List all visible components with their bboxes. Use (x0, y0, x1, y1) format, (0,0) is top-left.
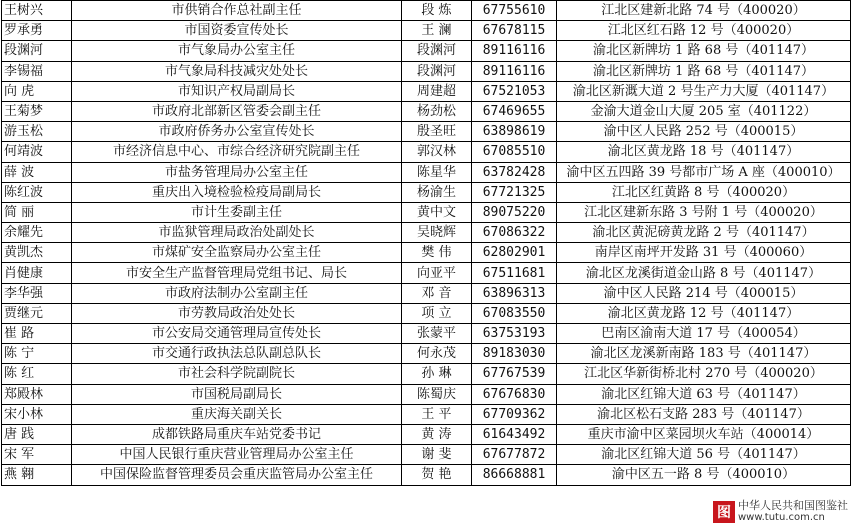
watermark-text (738, 500, 848, 524)
phone-cell[interactable]: 67511681 (472, 263, 557, 283)
name-cell[interactable]: 宋 军 (2, 445, 72, 465)
contact-cell[interactable]: 樊 伟 (402, 243, 472, 263)
phone-cell[interactable]: 89183030 (472, 344, 557, 364)
name-cell[interactable]: 崔 路 (2, 324, 72, 344)
address-cell[interactable]: 金渝大道金山大厦 205 室（401122） (557, 101, 851, 121)
address-cell[interactable]: 渝北区新牌坊 1 路 68 号（401147） (557, 61, 851, 81)
phone-cell[interactable]: 67677872 (472, 445, 557, 465)
title-cell[interactable]: 市安全生产监督管理局党组书记、局长 (72, 263, 402, 283)
phone-cell[interactable]: 67521053 (472, 81, 557, 101)
table-row (2, 162, 851, 182)
table-row (2, 182, 851, 202)
title-cell[interactable]: 市政府法制办公室副主任 (72, 283, 402, 303)
phone-cell[interactable]: 86668881 (472, 465, 557, 485)
title-cell[interactable]: 市社会科学院副院长 (72, 364, 402, 384)
phone-cell[interactable]: 67755610 (472, 1, 557, 21)
phone-cell[interactable]: 67085510 (472, 142, 557, 162)
table-row (2, 465, 851, 485)
name-cell[interactable]: 余耀先 (2, 223, 72, 243)
name-cell[interactable]: 宋小林 (2, 404, 72, 424)
table-row (2, 223, 851, 243)
title-cell[interactable]: 市国税局副局长 (72, 384, 402, 404)
title-cell[interactable]: 成都铁路局重庆车站党委书记 (72, 424, 402, 444)
address-cell[interactable]: 渝北区红锦大道 56 号（401147） (557, 445, 851, 465)
address-cell[interactable]: 渝北区黄龙路 18 号（401147） (557, 142, 851, 162)
title-cell[interactable]: 市计生委副主任 (72, 202, 402, 222)
table-row (2, 303, 851, 323)
title-cell[interactable]: 市气象局办公室主任 (72, 41, 402, 61)
table-row (2, 344, 851, 364)
name-cell[interactable]: 李锡福 (2, 61, 72, 81)
table-row (2, 424, 851, 444)
address-cell[interactable]: 渝中区人民路 214 号（400015） (557, 283, 851, 303)
table-row (2, 142, 851, 162)
title-cell[interactable]: 市交通行政执法总队副总队长 (72, 344, 402, 364)
name-cell[interactable]: 段渊河 (2, 41, 72, 61)
table-row (2, 324, 851, 344)
table-row (2, 101, 851, 121)
title-cell[interactable]: 市政府侨务办公室宣传处长 (72, 122, 402, 142)
table-row (2, 384, 851, 404)
name-cell[interactable]: 陈 红 (2, 364, 72, 384)
phone-cell[interactable]: 63782428 (472, 162, 557, 182)
address-cell[interactable]: 渝北区龙溪新南路 183 号（401147） (557, 344, 851, 364)
contact-cell[interactable]: 王 平 (402, 404, 472, 424)
table-row (2, 81, 851, 101)
table-row (2, 283, 851, 303)
table-row (2, 61, 851, 81)
table-row (2, 404, 851, 424)
phone-cell[interactable]: 89116116 (472, 61, 557, 81)
address-cell[interactable]: 渝中区五四路 39 号都市广场 A 座（400010） (557, 162, 851, 182)
phone-cell[interactable]: 67678115 (472, 21, 557, 41)
phone-cell[interactable]: 63896313 (472, 283, 557, 303)
title-cell[interactable]: 市公安局交通管理局宣传处长 (72, 324, 402, 344)
contact-cell[interactable]: 贺 艳 (402, 465, 472, 485)
name-cell[interactable]: 王树兴 (2, 1, 72, 21)
table-row (2, 364, 851, 384)
name-cell[interactable]: 陈 宁 (2, 344, 72, 364)
address-cell[interactable]: 渝北区新溉大道 2 号生产力大厦（401147） (557, 81, 851, 101)
contact-cell[interactable]: 谢 斐 (402, 445, 472, 465)
phone-cell[interactable]: 67676830 (472, 384, 557, 404)
contact-cell[interactable]: 项 立 (402, 303, 472, 323)
name-cell[interactable]: 燕 翱 (2, 465, 72, 485)
phone-cell[interactable]: 67083550 (472, 303, 557, 323)
contact-cell[interactable]: 殷圣旺 (402, 122, 472, 142)
title-cell[interactable]: 重庆出入境检验检疫局副局长 (72, 182, 402, 202)
address-cell[interactable]: 渝北区新牌坊 1 路 68 号（401147） (557, 41, 851, 61)
contact-cell[interactable]: 吴晓辉 (402, 223, 472, 243)
title-cell[interactable]: 中国保险监督管理委员会重庆监管局办公室主任 (72, 465, 402, 485)
title-cell[interactable]: 市劳教局政治处处长 (72, 303, 402, 323)
title-cell[interactable]: 市国资委宣传处长 (72, 21, 402, 41)
address-cell[interactable]: 渝北区黄龙路 12 号（401147） (557, 303, 851, 323)
address-cell[interactable]: 渝北区黄泥磅黄龙路 2 号（401147） (557, 223, 851, 243)
phone-cell[interactable]: 89116116 (472, 41, 557, 61)
title-cell[interactable]: 市供销合作总社副主任 (72, 1, 402, 21)
contact-cell[interactable]: 黄 涛 (402, 424, 472, 444)
name-cell[interactable]: 何靖波 (2, 142, 72, 162)
contact-cell[interactable]: 王 澜 (402, 21, 472, 41)
phone-cell[interactable]: 61643492 (472, 424, 557, 444)
phone-cell[interactable]: 63753193 (472, 324, 557, 344)
address-cell[interactable]: 重庆市渝中区菜园坝火车站（400014） (557, 424, 851, 444)
name-cell[interactable]: 肖健康 (2, 263, 72, 283)
watermark-name: 中华人民共和国图鉴社 (738, 499, 848, 512)
table-row (2, 21, 851, 41)
name-cell[interactable]: 简 丽 (2, 202, 72, 222)
contact-cell[interactable]: 陈星华 (402, 162, 472, 182)
name-cell[interactable]: 陈红波 (2, 182, 72, 202)
address-cell[interactable]: 渝北区龙溪街道金山路 8 号（401147） (557, 263, 851, 283)
name-cell[interactable]: 薛 波 (2, 162, 72, 182)
name-cell[interactable]: 黄凯杰 (2, 243, 72, 263)
title-cell[interactable]: 市监狱管理局政治处副处长 (72, 223, 402, 243)
phone-cell[interactable]: 67469655 (472, 101, 557, 121)
contact-table (1, 0, 851, 486)
contact-cell[interactable]: 黄中文 (402, 202, 472, 222)
title-cell[interactable]: 市知识产权局副局长 (72, 81, 402, 101)
contact-cell[interactable]: 邓 音 (402, 283, 472, 303)
phone-cell[interactable]: 67767539 (472, 364, 557, 384)
title-cell[interactable]: 市政府北部新区管委会副主任 (72, 101, 402, 121)
contact-cell[interactable]: 周建超 (402, 81, 472, 101)
name-cell[interactable]: 唐 践 (2, 424, 72, 444)
phone-cell[interactable]: 67709362 (472, 404, 557, 424)
contact-cell[interactable]: 陈蜀庆 (402, 384, 472, 404)
phone-cell[interactable]: 63898619 (472, 122, 557, 142)
table-row (2, 41, 851, 61)
title-cell[interactable]: 市煤矿安全监察局办公室主任 (72, 243, 402, 263)
phone-cell[interactable]: 89075220 (472, 202, 557, 222)
watermark (711, 499, 850, 525)
name-cell[interactable]: 郑殿林 (2, 384, 72, 404)
address-cell[interactable]: 江北区红石路 12 号（400020） (557, 21, 851, 41)
address-cell[interactable]: 渝北区红锦大道 63 号（401147） (557, 384, 851, 404)
address-cell[interactable]: 江北区华新街桥北村 270 号（400020） (557, 364, 851, 384)
address-cell[interactable]: 江北区红黄路 8 号（400020） (557, 182, 851, 202)
table-body (2, 1, 851, 486)
address-cell[interactable]: 南岸区南坪开发路 31 号（400060） (557, 243, 851, 263)
address-cell[interactable]: 渝中区五一路 8 号（400010） (557, 465, 851, 485)
contact-cell[interactable]: 段 炼 (402, 1, 472, 21)
contact-cell[interactable]: 向亚平 (402, 263, 472, 283)
title-cell[interactable]: 市盐务管理局办公室主任 (72, 162, 402, 182)
title-cell[interactable]: 市经济信息中心、市综合经济研究院副主任 (72, 142, 402, 162)
table-row (2, 122, 851, 142)
name-cell[interactable]: 王菊梦 (2, 101, 72, 121)
watermark-url: www.tutu.com.cn (738, 512, 825, 523)
title-cell[interactable]: 市气象局科技减灾处处长 (72, 61, 402, 81)
title-cell[interactable]: 重庆海关副关长 (72, 404, 402, 424)
phone-cell[interactable]: 67086322 (472, 223, 557, 243)
address-cell[interactable]: 渝北区松石支路 283 号（401147） (557, 404, 851, 424)
name-cell[interactable]: 贾继元 (2, 303, 72, 323)
address-cell[interactable]: 江北区建新东路 3 号附 1 号（400020） (557, 202, 851, 222)
table-row (2, 202, 851, 222)
phone-cell[interactable]: 67721325 (472, 182, 557, 202)
contact-cell[interactable]: 杨劲松 (402, 101, 472, 121)
contact-cell[interactable]: 郭汉林 (402, 142, 472, 162)
table-row (2, 1, 851, 21)
contact-cell[interactable]: 段渊河 (402, 41, 472, 61)
table-row (2, 445, 851, 465)
table-row (2, 243, 851, 263)
address-cell[interactable]: 渝中区人民路 252 号（400015） (557, 122, 851, 142)
name-cell[interactable]: 向 虎 (2, 81, 72, 101)
table-row (2, 263, 851, 283)
contact-cell[interactable]: 杨渝生 (402, 182, 472, 202)
name-cell[interactable]: 李华强 (2, 283, 72, 303)
watermark-logo-icon: 图 (713, 501, 735, 523)
name-cell[interactable]: 罗承勇 (2, 21, 72, 41)
contact-cell[interactable]: 孙 琳 (402, 364, 472, 384)
address-cell[interactable]: 巴南区渝南大道 17 号（400054） (557, 324, 851, 344)
contact-cell[interactable]: 何永茂 (402, 344, 472, 364)
phone-cell[interactable]: 62802901 (472, 243, 557, 263)
contact-cell[interactable]: 张蒙平 (402, 324, 472, 344)
name-cell[interactable]: 游玉松 (2, 122, 72, 142)
address-cell[interactable]: 江北区建新北路 74 号（400020） (557, 1, 851, 21)
title-cell[interactable]: 中国人民银行重庆营业管理局办公室主任 (72, 445, 402, 465)
contact-cell[interactable]: 段渊河 (402, 61, 472, 81)
